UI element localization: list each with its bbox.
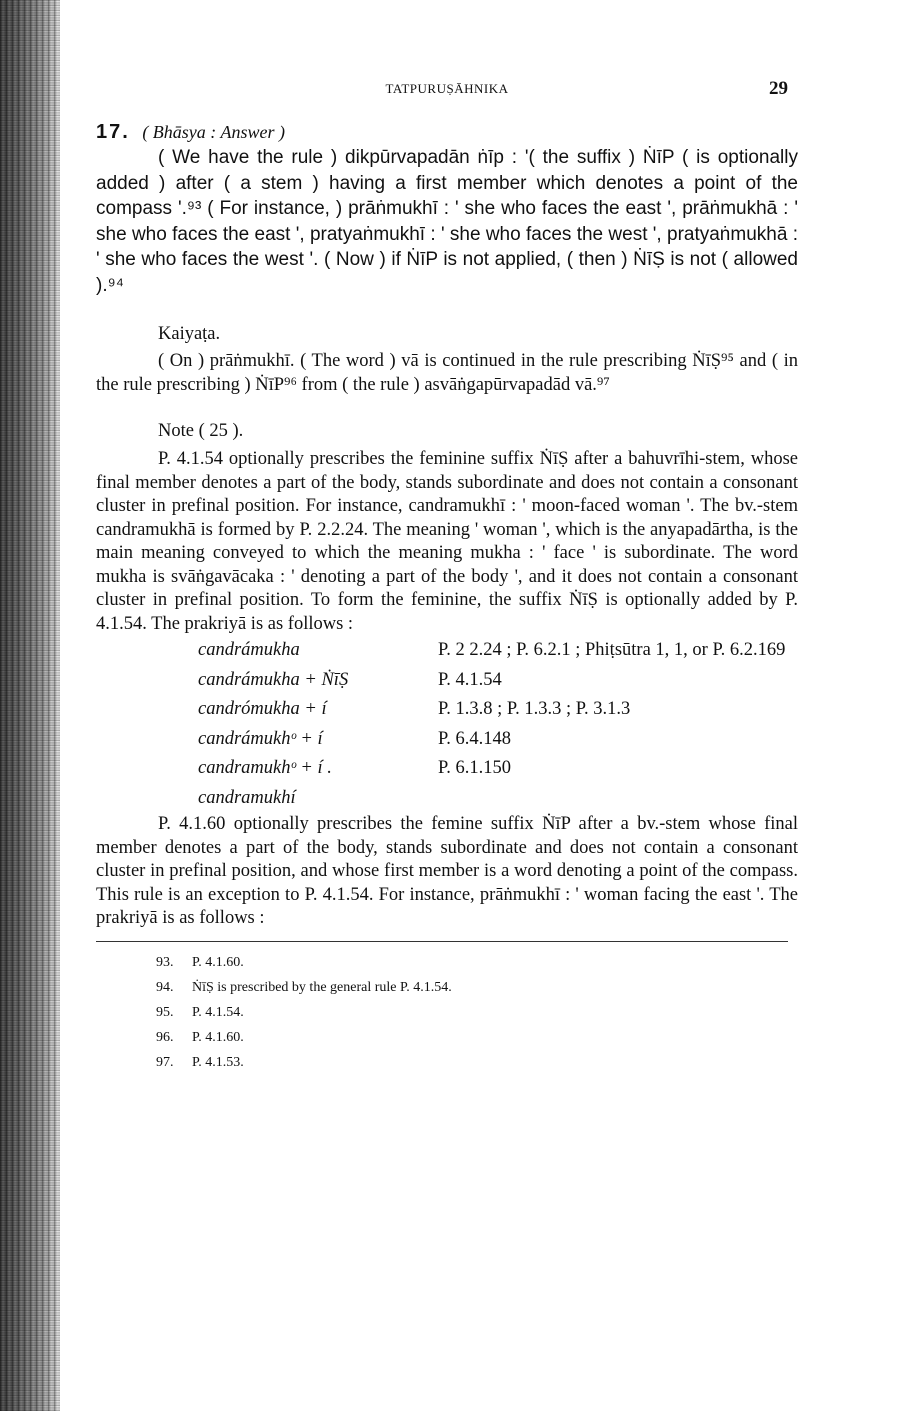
prakriya-form: candrámukhᵒ + í [198,728,323,749]
prakriya-row [198,666,798,696]
prakriya-row [198,636,798,666]
footnotes [96,950,798,1075]
footnote-number: 93. [156,954,174,970]
book-spine-shadow [0,0,60,1411]
prakriya-row [198,784,798,814]
footnote-text: P. 4.1.54. [192,1004,244,1020]
prakriya-form: candrómukha + í [198,699,327,719]
footnote-text: ṄīṢ is prescribed by the general rule P. 4.1.54. [192,979,452,995]
page-number: 29 [769,78,788,99]
footnote [156,975,798,1000]
prakriya-rule: P. 1.3.8 ; P. 1.3.3 ; P. 3.1.3 [438,699,631,719]
prakriya-row [198,754,798,784]
note-heading: Note ( 25 ). [158,421,244,441]
footnote [156,1000,798,1025]
prakriya-row [198,725,798,755]
prakriya-form: candramukhí [198,787,296,808]
footnote [156,1050,798,1075]
footnote [156,950,798,975]
footnote-number: 95. [156,1004,174,1020]
note-paragraph-1: P. 4.1.54 optionally prescribes the feminine suffix ṄīṢ after a bahuvrīhi-stem, whose final member denotes a part of the body, stands subordinate and does not contain a consonant cluster in prefinal position. For instance, candramukhī : ' moon-faced woman '. The bv.-stem candramukhā is formed by P. 2.2.24. The meaning ' woman ', which is the anyapadārtha, is the main meaning conveyed to which the meaning mukha : ' face ' is subordinate. The word mukha is svāṅgavācaka : ' denoting a part of the body ', and it does not contain a consonant cluster in prefinal position. To form the feminine, the suffix ṄīṢ is optionally added by P. 4.1.54. The prakriyā is as follows : [96,449,798,634]
footnote-text: P. 4.1.60. [192,954,244,970]
page [96,78,798,1075]
kaiyata-paragraph: ( On ) prāṅmukhī. ( The word ) vā is continued in the rule prescribing ṄīṢ⁹⁵ and ( in the rule prescribing ) ṄīP⁹⁶ from ( the rule ) asvāṅgapūrvapadād vā.⁹⁷ [96,351,798,395]
footnote-number: 96. [156,1029,174,1045]
footnote-text: P. 4.1.53. [192,1054,244,1070]
footnote [156,1025,798,1050]
running-header [96,78,798,106]
running-title: TATPURUṢĀHNIKA [385,81,509,96]
footnote-number: 94. [156,979,174,995]
prakriya-rule [438,784,798,814]
prakriya-rule: P. 2 2.24 ; P. 6.2.1 ; Phiṭsūtra 1, 1, or P. 6.2.169 [438,640,786,660]
prakriya-form: candramukhᵒ + í . [198,758,332,778]
prakriya-rule: P. 6.4.148 [438,728,511,749]
prakriya-rule: P. 6.1.150 [438,758,511,778]
section-label: ( Bhāsya : Answer ) [142,122,285,142]
prakriya-form: candrámukha [198,640,300,660]
note-paragraph-2: P. 4.1.60 optionally prescribes the femine suffix ṄīP after a bv.-stem whose final member denotes a part of the body, stands subordinate and does not contain a consonant cluster in prefinal position, and whose first member is a word denoting a point of the compass. This rule is an exception to P. 4.1.54. For instance, prāṅmukhī : ' woman facing the east '. The prakriyā is as follows : [96,814,798,928]
section-heading [96,120,798,145]
footnote-divider [96,941,788,942]
kaiyata-heading: Kaiyaṭa. [158,324,221,344]
footnote-text: P. 4.1.60. [192,1029,244,1045]
footnote-number: 97. [156,1054,174,1070]
prakriya-table [198,636,798,813]
section-number: 17. [96,121,130,143]
prakriya-rule: P. 4.1.54 [438,669,502,690]
prakriya-row [198,695,798,725]
prakriya-form: candrámukha + ṄīṢ [198,669,349,690]
bhasya-paragraph: ( We have the rule ) dikpūrvapadān ṅīp : '( the suffix ) ṄīP ( is optionally added ) after ( a stem ) having a first member which denotes a point of the compass '.⁹³ ( For instance, ) prāṅmukhī : ' she who faces the east ', prāṅmukhā : ' she who faces the east ', pratyaṅmukhī : ' she who faces the west ', pratyaṅmukhā : ' she who faces the west '. ( Now ) if ṄīP is not applied, ( then ) ṄīṢ is not ( allowed ).⁹⁴ [96,147,798,296]
